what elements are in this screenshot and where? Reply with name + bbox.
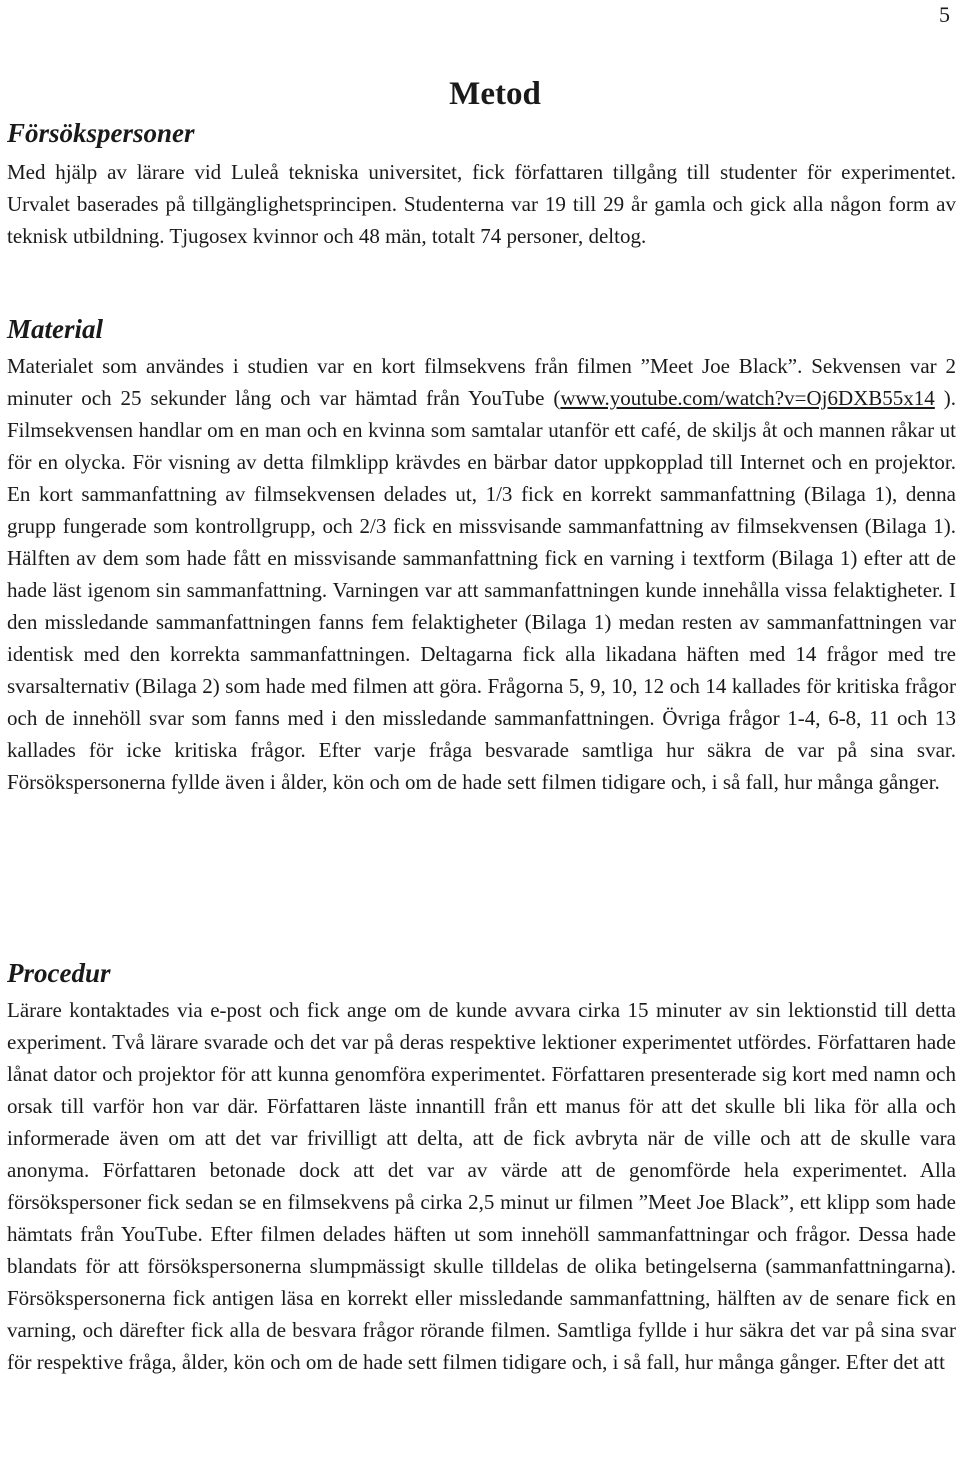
- youtube-link[interactable]: www.youtube.com/watch?v=Oj6DXB55x14: [560, 386, 935, 410]
- page-number: 5: [939, 2, 950, 27]
- section-heading-material: Material: [7, 314, 104, 344]
- paragraph-forsokspersoner: Med hjälp av lärare vid Luleå tekniska universitet, fick författaren tillgång till studenter för experimentet. Urvalet baserades på tillgänglighetsprincipen. Studenterna var 19 till 29 år gamla och gick alla någon form av teknisk utbildning. Tjugosex kvinnor och 48 män, totalt 74 personer, deltog.: [7, 160, 956, 248]
- page-title: Metod: [449, 76, 541, 112]
- section-heading-forsokspersoner: Försökspersoner: [7, 118, 195, 148]
- material-text-start: Materialet som användes i studien var en kort filmsekvens från filmen ”Meet Joe Black”. Sekvensen var 2 minuter och 25 sekunder lång och var hämtad från YouTube (: [7, 354, 956, 410]
- paragraph-material: [7, 350, 956, 798]
- paragraph-procedur: Lärare kontaktades via e-post och fick ange om de kunde avvara cirka 15 minuter av sin lektionstid till detta experiment. Två lärare svarade och det var på deras respektive lektioner experimentet utfördes. Författaren hade lånat dator och projektor för att kunna genomföra experimentet. Författaren presenterade sig kort med namn och orsak till varför hon var där. Författaren läste innantill från ett manus för att det skulle bli lika för alla och informerade även om att det var frivilligt att delta, att de fick avbryta när de ville och att de skulle vara anonyma. Författaren betonade dock att det var av värde att de genomförde hela experimentet. Alla försökspersoner fick sedan se en filmsekvens på cirka 2,5 minut ur filmen ”Meet Joe Black”, ett klipp som hade hämtats från YouTube. Efter filmen delades häften ut som innehöll sammanfattningar och frågor. Dessa hade blandats för att försökspersonerna slumpmässigt skulle tilldelas de olika betingelserna (sammanfattningarna). Försökspersonerna fick antigen läsa en korrekt eller missledande sammanfattning, hälften av de senare fick en varning, och därefter fick alla de besvara frågor rörande filmen. Samtliga fyllde i hur säkra det var på sina svar för respektive fråga, ålder, kön och om de hade sett filmen tidigare och, i så fall, hur många gånger. Efter det att: [7, 998, 956, 1374]
- section-heading-procedur: Procedur: [7, 958, 111, 988]
- material-text-end: ). Filmsekvensen handlar om en man och en kvinna som samtalar utanför ett café, de skiljs åt och mannen råkar ut för en olycka. För visning av detta filmklipp krävdes en bärbar dator uppkopplad till Internet och en projektor. En kort sammanfattning av filmsekvensen delades ut, 1/3 fick en korrekt sammanfattning (Bilaga 1), denna grupp fungerade som kontrollgrupp, och 2/3 fick en missvisande sammanfattning av filmsekvensen (Bilaga 1). Hälften av dem som hade fått en missvisande sammanfattning fick en varning i textform (Bilaga 1) efter att de hade läst igenom sin sammanfattning. Varningen var att sammanfattningen kunde innehålla vissa felaktigheter. I den missledande sammanfattningen fanns fem felaktigheter (Bilaga 1) medan resten av sammanfattningen var identisk med den korrekta sammanfattningen. Deltagarna fick alla likadana häften med 14 frågor med tre svarsalternativ (Bilaga 2) som hade med filmen att göra. Frågorna 5, 9, 10, 12 och 14 kallades för kritiska frågor och de innehöll svar som fanns med i den missledande sammanfattningen. Övriga frågor 1-4, 6-8, 11 och 13 kallades för icke kritiska frågor. Efter varje fråga besvarade samtliga hur säkra de var på sina svar. Försökspersonerna fyllde även i ålder, kön och om de hade sett filmen tidigare och, i så fall, hur många gånger.: [7, 386, 956, 794]
